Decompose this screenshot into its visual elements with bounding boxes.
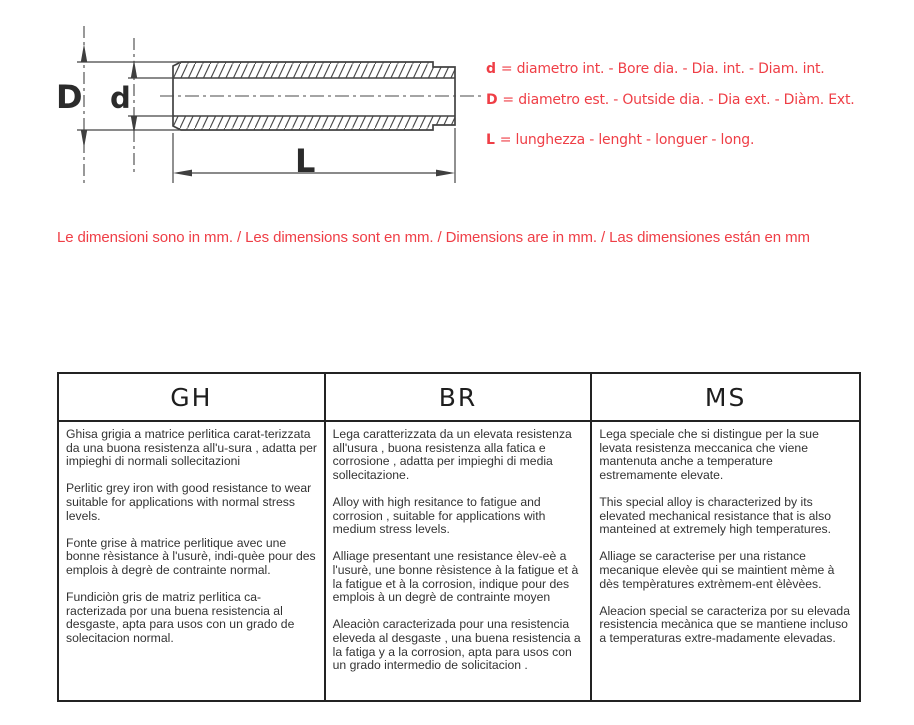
paragraph-english: Perlitic grey iron with good resistance to wear suitable for applications with normal stress levels.	[66, 481, 312, 523]
paragraph-english: This special alloy is characterized by its elevated mechanical resistance that is also manteined at extremely high temperatures.	[599, 494, 832, 537]
dimension-D	[77, 26, 186, 186]
paragraph-french: Alliage presentant une resistance èlev-eè a l'usurè, une bonne rèsistence à la fatigue et à la fatigue et à la corrosion, indique pour des emplois à un degrè de contrainte moyen	[332, 549, 579, 605]
column-cell-br	[326, 422, 593, 700]
paragraph-italian: Lega caratterizzata da un elevata resistenza all'usura , buona resistenza alla fatica e corrosione , adatta per impieghi di media sollecitazione.	[332, 427, 572, 482]
paragraph-italian: Ghisa grigia a matrice perlitica carat-terizzata da una buona resistenza all'u-sura , adatta per impieghi di normali sollecitazioni	[66, 427, 317, 469]
paragraph-french: Fonte grise à matrice perlitique avec une bonne rèsistance à l'usurè, indi-quèe pour des emplois à degrè de contrainte normal.	[66, 535, 316, 577]
bushing-drawing	[45, 8, 490, 210]
column-header-br: BR	[326, 374, 593, 422]
legend-key-d: d	[486, 61, 496, 77]
paragraph-french: Alliage se caracterise per una ristance mecanique elevèe qui se maintient mème à dès tempèratures extrèmem-ent èlèvèes.	[599, 549, 835, 591]
column-header-ms: MS	[592, 374, 859, 422]
column-header-gh: GH	[59, 374, 326, 422]
paragraph-italian: Lega speciale che si distingue per la sue levata resistenza meccanica che viene mantenuta anche a temperature estremamente elevate.	[599, 427, 819, 482]
legend-key-L: L	[486, 132, 495, 148]
label-inner-diameter: d	[110, 81, 131, 115]
dimensions-note: Le dimensioni sono in mm. / Les dimensions sont en mm. / Dimensions are in mm. / Las dimensiones están en mm	[57, 229, 810, 246]
paragraph-spanish: Fundiciòn gris de matriz perlitica ca-racterizada por una buena resistencia al desgaste, apta para usos con un grado de solecitacion normal.	[66, 590, 295, 645]
paragraph-spanish: Aleaciòn caracterizada pour una resistencia eleveda al desgaste , una buena resistencia a la fatiga y a la corrosion, apta para usos con un grado intermedio de solicitacion .	[332, 617, 581, 673]
material-spec-table	[57, 372, 861, 702]
legend-line-L	[486, 132, 754, 148]
legend-line-D	[486, 92, 855, 108]
label-outer-diameter: D	[56, 78, 83, 116]
paragraph-english: Alloy with high resitance to fatigue and corrosion , suitable for applications with medium stress levels.	[332, 494, 546, 537]
legend-line-d	[486, 61, 825, 77]
legend-text-d: = diametro int. - Bore dia. - Dia. int. - Diam. int.	[500, 61, 825, 77]
dimension-d	[128, 38, 175, 172]
legend-text-D: = diametro est. - Outside dia. - Dia ext. - Diàm. Ext.	[502, 92, 855, 108]
legend-key-D: D	[486, 92, 498, 108]
legend-text-L: = lunghezza - lenght - longuer - long.	[499, 132, 755, 148]
paragraph-spanish: Aleacion special se caracteriza por su elevada resistencia mecànica que se mantiene incluso a temperaturas extre-madamente elevadas.	[599, 603, 850, 645]
column-cell-ms	[592, 422, 859, 700]
column-cell-gh	[59, 422, 326, 700]
label-length: L	[295, 142, 316, 180]
